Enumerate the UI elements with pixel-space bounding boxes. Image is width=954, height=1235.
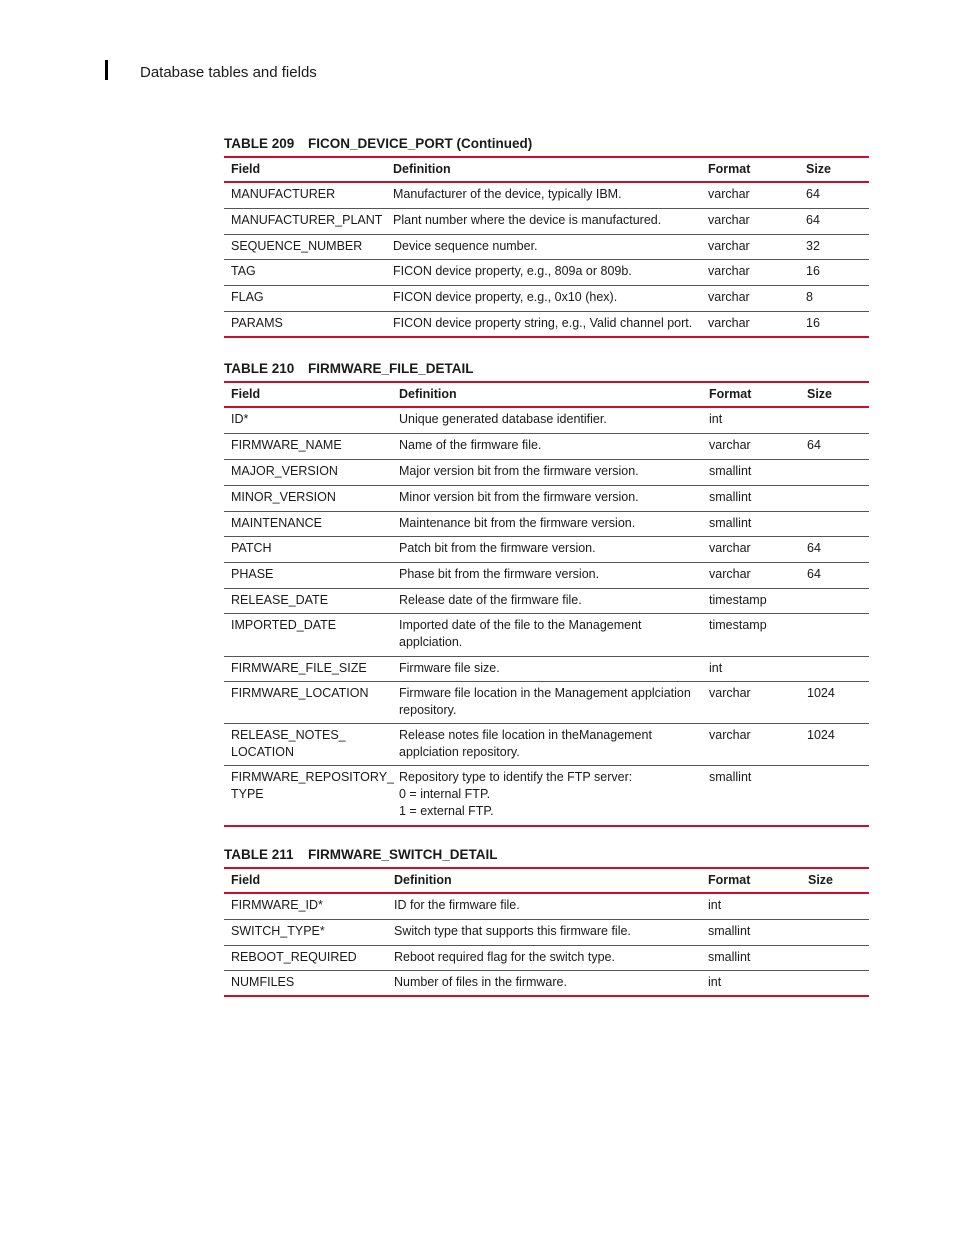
table-row [224,208,869,234]
definition-cell: Plant number where the device is manufactured. [386,208,701,234]
table-number: TABLE 211 [224,847,294,862]
field-cell: MINOR_VERSION [224,485,392,511]
size-cell [800,656,869,681]
column-header: Size [799,157,869,182]
table-row [224,919,869,945]
format-cell: varchar [701,234,799,259]
table-row [224,656,869,681]
table-row [224,588,869,613]
column-header: Field [224,868,387,893]
field-cell: RELEASE_NOTES_ LOCATION [224,723,392,765]
size-cell [801,945,869,970]
field-cell: PATCH [224,536,392,562]
field-cell: IMPORTED_DATE [224,613,392,656]
size-cell [800,407,869,433]
field-cell: RELEASE_DATE [224,588,392,613]
field-cell: MANUFACTURER_PLANT [224,208,386,234]
size-cell [800,613,869,656]
format-cell: int [702,656,800,681]
field-cell: MAINTENANCE [224,511,392,536]
column-header: Field [224,382,392,407]
field-cell: ID* [224,407,392,433]
format-cell: timestamp [702,613,800,656]
format-cell: int [701,893,801,919]
table-row [224,182,869,208]
size-cell: 64 [800,536,869,562]
field-cell: FIRMWARE_LOCATION [224,681,392,723]
column-header: Definition [392,382,702,407]
size-cell [801,893,869,919]
table-row [224,259,869,285]
format-cell: int [702,407,800,433]
size-cell: 64 [800,562,869,588]
field-cell: SEQUENCE_NUMBER [224,234,386,259]
field-cell: FIRMWARE_ID* [224,893,387,919]
table-row [224,459,869,485]
field-cell: FIRMWARE_NAME [224,433,392,459]
size-cell: 1024 [800,681,869,723]
table-row [224,234,869,259]
size-cell [801,919,869,945]
data-table [224,867,869,997]
format-cell: varchar [702,562,800,588]
size-cell [801,970,869,996]
field-cell: FIRMWARE_REPOSITORY_ TYPE [224,765,392,826]
table-row [224,536,869,562]
definition-cell: ID for the firmware file. [387,893,701,919]
field-cell: PARAMS [224,311,386,337]
size-cell [800,511,869,536]
definition-cell: Device sequence number. [386,234,701,259]
header-row [224,157,869,182]
format-cell: varchar [702,433,800,459]
table-row [224,970,869,996]
table-209 [224,136,869,338]
field-cell: PHASE [224,562,392,588]
definition-cell: FICON device property, e.g., 809a or 809b. [386,259,701,285]
definition-cell: Unique generated database identifier. [392,407,702,433]
size-cell: 64 [800,433,869,459]
table-210 [224,361,869,827]
field-cell: REBOOT_REQUIRED [224,945,387,970]
definition-cell: Repository type to identify the FTP server: 0 = internal FTP. 1 = external FTP. [392,765,702,826]
size-cell: 16 [799,259,869,285]
table-number: TABLE 210 [224,361,295,376]
format-cell: smallint [702,511,800,536]
format-cell: varchar [702,536,800,562]
table-caption [224,361,869,376]
size-cell [800,459,869,485]
table-row [224,311,869,337]
table-row [224,433,869,459]
definition-cell: Release notes file location in theManagement applciation repository. [392,723,702,765]
data-table [224,381,869,827]
format-cell: smallint [702,459,800,485]
running-header: Database tables and fields [140,64,317,81]
table-row [224,945,869,970]
table-row [224,562,869,588]
format-cell: smallint [702,485,800,511]
table-title: FIRMWARE_SWITCH_DETAIL [308,847,498,862]
definition-cell: Number of files in the firmware. [387,970,701,996]
definition-cell: Name of the firmware file. [392,433,702,459]
field-cell: NUMFILES [224,970,387,996]
column-header: Field [224,157,386,182]
table-row [224,485,869,511]
format-cell: varchar [701,259,799,285]
definition-cell: Switch type that supports this firmware file. [387,919,701,945]
format-cell: varchar [701,311,799,337]
definition-cell: Manufacturer of the device, typically IBM. [386,182,701,208]
definition-cell: FICON device property string, e.g., Valid channel port. [386,311,701,337]
table-row [224,613,869,656]
format-cell: int [701,970,801,996]
size-cell [800,765,869,826]
size-cell: 1024 [800,723,869,765]
format-cell: varchar [702,681,800,723]
format-cell: smallint [701,919,801,945]
definition-cell: Reboot required flag for the switch type. [387,945,701,970]
definition-cell: Imported date of the file to the Management applciation. [392,613,702,656]
format-cell: smallint [701,945,801,970]
table-caption [224,136,869,151]
data-table [224,156,869,338]
definition-cell: Phase bit from the firmware version. [392,562,702,588]
definition-cell: Major version bit from the firmware version. [392,459,702,485]
table-211 [224,847,869,997]
format-cell: smallint [702,765,800,826]
size-cell [800,485,869,511]
header-row [224,382,869,407]
column-header: Definition [387,868,701,893]
table-title: FICON_DEVICE_PORT (Continued) [308,136,533,151]
header-row [224,868,869,893]
definition-cell: Minor version bit from the firmware version. [392,485,702,511]
format-cell: timestamp [702,588,800,613]
table-row [224,285,869,311]
field-cell: FLAG [224,285,386,311]
table-row [224,723,869,765]
format-cell: varchar [701,182,799,208]
field-cell: FIRMWARE_FILE_SIZE [224,656,392,681]
definition-cell: FICON device property, e.g., 0x10 (hex). [386,285,701,311]
definition-cell: Firmware file location in the Management applciation repository. [392,681,702,723]
column-header: Size [800,382,869,407]
table-title: FIRMWARE_FILE_DETAIL [308,361,474,376]
column-header: Format [702,382,800,407]
table-row [224,511,869,536]
size-cell: 64 [799,208,869,234]
column-header: Format [701,157,799,182]
table-row [224,407,869,433]
size-cell [800,588,869,613]
field-cell: SWITCH_TYPE* [224,919,387,945]
size-cell: 8 [799,285,869,311]
size-cell: 64 [799,182,869,208]
table-number: TABLE 209 [224,136,295,151]
definition-cell: Release date of the firmware file. [392,588,702,613]
change-bar [105,60,108,80]
format-cell: varchar [701,285,799,311]
field-cell: TAG [224,259,386,285]
size-cell: 16 [799,311,869,337]
table-row [224,681,869,723]
format-cell: varchar [701,208,799,234]
definition-cell: Patch bit from the firmware version. [392,536,702,562]
field-cell: MAJOR_VERSION [224,459,392,485]
table-caption [224,847,869,862]
column-header: Size [801,868,869,893]
size-cell: 32 [799,234,869,259]
column-header: Definition [386,157,701,182]
format-cell: varchar [702,723,800,765]
field-cell: MANUFACTURER [224,182,386,208]
table-row [224,893,869,919]
definition-cell: Firmware file size. [392,656,702,681]
column-header: Format [701,868,801,893]
definition-cell: Maintenance bit from the firmware version. [392,511,702,536]
table-row [224,765,869,826]
